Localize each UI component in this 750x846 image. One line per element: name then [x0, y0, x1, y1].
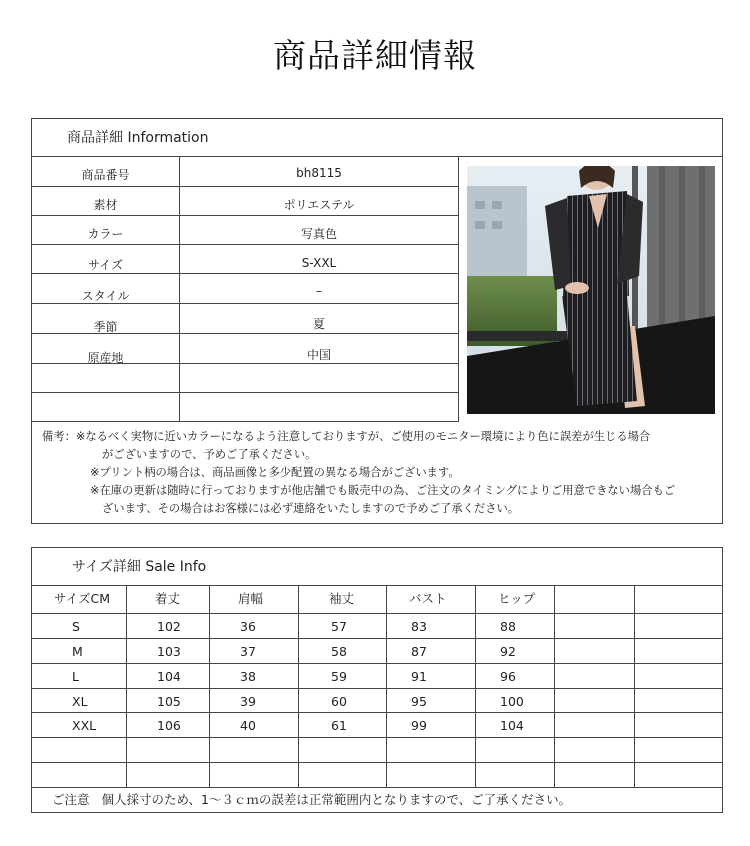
info-label: スタイル — [32, 274, 180, 303]
notes-block — [42, 428, 718, 518]
size-row — [32, 763, 722, 788]
size-column-header — [635, 586, 722, 613]
info-value: bh8115 — [296, 166, 342, 180]
note-line — [42, 428, 718, 446]
size-cell: M — [32, 639, 127, 663]
info-row — [32, 274, 458, 304]
size-cell: 88 — [476, 614, 555, 638]
footer-label: ご注意 — [52, 792, 90, 807]
size-column-header: 袖丈 — [299, 586, 387, 613]
size-cell: 58 — [299, 639, 387, 663]
size-cell: 96 — [476, 664, 555, 688]
size-cell: 61 — [299, 713, 387, 737]
info-row — [32, 304, 458, 334]
size-cell: S — [32, 614, 127, 638]
size-cell — [635, 614, 722, 638]
note-text: がございますので、予めご了承ください。 — [102, 448, 317, 461]
size-info-panel — [31, 547, 723, 813]
size-cell — [210, 738, 299, 762]
size-cell: 92 — [476, 639, 555, 663]
size-cell: 99 — [387, 713, 476, 737]
size-cell — [32, 738, 127, 762]
size-cell — [555, 738, 635, 762]
info-row — [32, 334, 458, 364]
size-cell — [555, 713, 635, 737]
info-label: 商品番号 — [32, 157, 180, 186]
size-cell: L — [32, 664, 127, 688]
size-row — [32, 713, 722, 738]
size-cell — [32, 763, 127, 787]
size-column-header: 肩幅 — [210, 586, 299, 613]
size-cell — [127, 763, 210, 787]
size-cell: 39 — [210, 689, 299, 712]
size-cell — [635, 639, 722, 663]
size-cell: XL — [32, 689, 127, 712]
size-cell — [555, 763, 635, 787]
size-cell: 59 — [299, 664, 387, 688]
size-cell — [476, 738, 555, 762]
size-row — [32, 664, 722, 689]
size-cell: 106 — [127, 713, 210, 737]
info-value: ポリエステル — [283, 198, 355, 212]
size-cell — [635, 713, 722, 737]
size-column-header — [555, 586, 635, 613]
info-value: – — [316, 284, 322, 298]
size-cell: 87 — [387, 639, 476, 663]
size-column-header: 着丈 — [127, 586, 210, 613]
size-cell — [555, 664, 635, 688]
size-cell: 37 — [210, 639, 299, 663]
size-cell: 36 — [210, 614, 299, 638]
size-cell: 100 — [476, 689, 555, 712]
info-row — [32, 364, 458, 393]
size-cell: 40 — [210, 713, 299, 737]
product-info-panel — [31, 118, 723, 524]
size-cell: 103 — [127, 639, 210, 663]
size-row — [32, 689, 722, 713]
size-cell — [476, 763, 555, 787]
note-text: ※プリント柄の場合は、商品画像と多少配置の異なる場合がございます。 — [90, 466, 460, 479]
size-cell — [127, 738, 210, 762]
size-info-header: サイズ詳細 Sale Info — [32, 548, 722, 586]
notes-prefix: 備考： — [42, 430, 76, 443]
info-label: カラー — [32, 216, 180, 244]
product-photo-image — [467, 166, 715, 414]
size-column-header: バスト — [387, 586, 476, 613]
note-text: ざいます、その場合はお客様には必ず連絡をいたしますので予めご了承ください。 — [102, 502, 520, 515]
size-header-row — [32, 586, 722, 614]
info-value — [180, 364, 458, 392]
size-row — [32, 639, 722, 664]
size-row — [32, 614, 722, 639]
page-title: 商品詳細情報 — [273, 36, 477, 75]
size-cell: XXL — [32, 713, 127, 737]
size-column-header: ヒップ — [476, 586, 555, 613]
size-cell — [635, 689, 722, 712]
info-row — [32, 157, 458, 187]
size-cell — [555, 614, 635, 638]
info-row — [32, 187, 458, 216]
size-cell: 104 — [127, 664, 210, 688]
size-cell — [555, 689, 635, 712]
size-footer-note — [52, 790, 571, 810]
size-cell — [635, 763, 722, 787]
info-label: 原産地 — [32, 334, 180, 363]
info-row — [32, 245, 458, 274]
product-photo — [467, 166, 715, 414]
info-value: 中国 — [306, 348, 331, 362]
size-row — [32, 738, 722, 763]
info-row — [32, 216, 458, 245]
info-label: 素材 — [32, 187, 180, 215]
table-divider — [458, 157, 459, 422]
info-value: 写真色 — [300, 227, 337, 241]
size-cell: 38 — [210, 664, 299, 688]
info-value: 夏 — [312, 317, 325, 331]
size-cell — [635, 738, 722, 762]
size-cell: 95 — [387, 689, 476, 712]
size-cell — [299, 738, 387, 762]
size-cell: 91 — [387, 664, 476, 688]
footer-text: 個人採寸のため、1～３ｃｍの誤差は正常範囲内となりますので、ご了承ください。 — [101, 792, 572, 807]
size-cell — [387, 738, 476, 762]
note-text: ※在庫の更新は随時に行っておりますが他店舗でも販売中の為、ご注文のタイミングによりご用意できない場合もご — [90, 484, 676, 497]
size-column-header: サイズCM — [32, 586, 127, 613]
size-cell: 105 — [127, 689, 210, 712]
note-text: ※なるべく実物に近いカラーになるよう注意しておりますが、ご使用のモニター環境により色に誤差が生じる場合 — [75, 430, 651, 443]
product-info-header: 商品詳細 Information — [32, 119, 722, 157]
size-cell — [299, 763, 387, 787]
size-cell: 83 — [387, 614, 476, 638]
size-cell — [387, 763, 476, 787]
size-cell: 57 — [299, 614, 387, 638]
info-label — [32, 364, 180, 392]
info-row — [32, 393, 458, 422]
size-cell — [555, 639, 635, 663]
size-cell — [635, 664, 722, 688]
size-cell: 104 — [476, 713, 555, 737]
size-cell: 60 — [299, 689, 387, 712]
size-cell — [210, 763, 299, 787]
info-value — [180, 393, 458, 421]
info-value: S-XXL — [301, 256, 337, 270]
info-label — [32, 393, 180, 421]
info-label: サイズ — [32, 245, 180, 273]
size-cell: 102 — [127, 614, 210, 638]
info-label: 季節 — [32, 304, 180, 333]
